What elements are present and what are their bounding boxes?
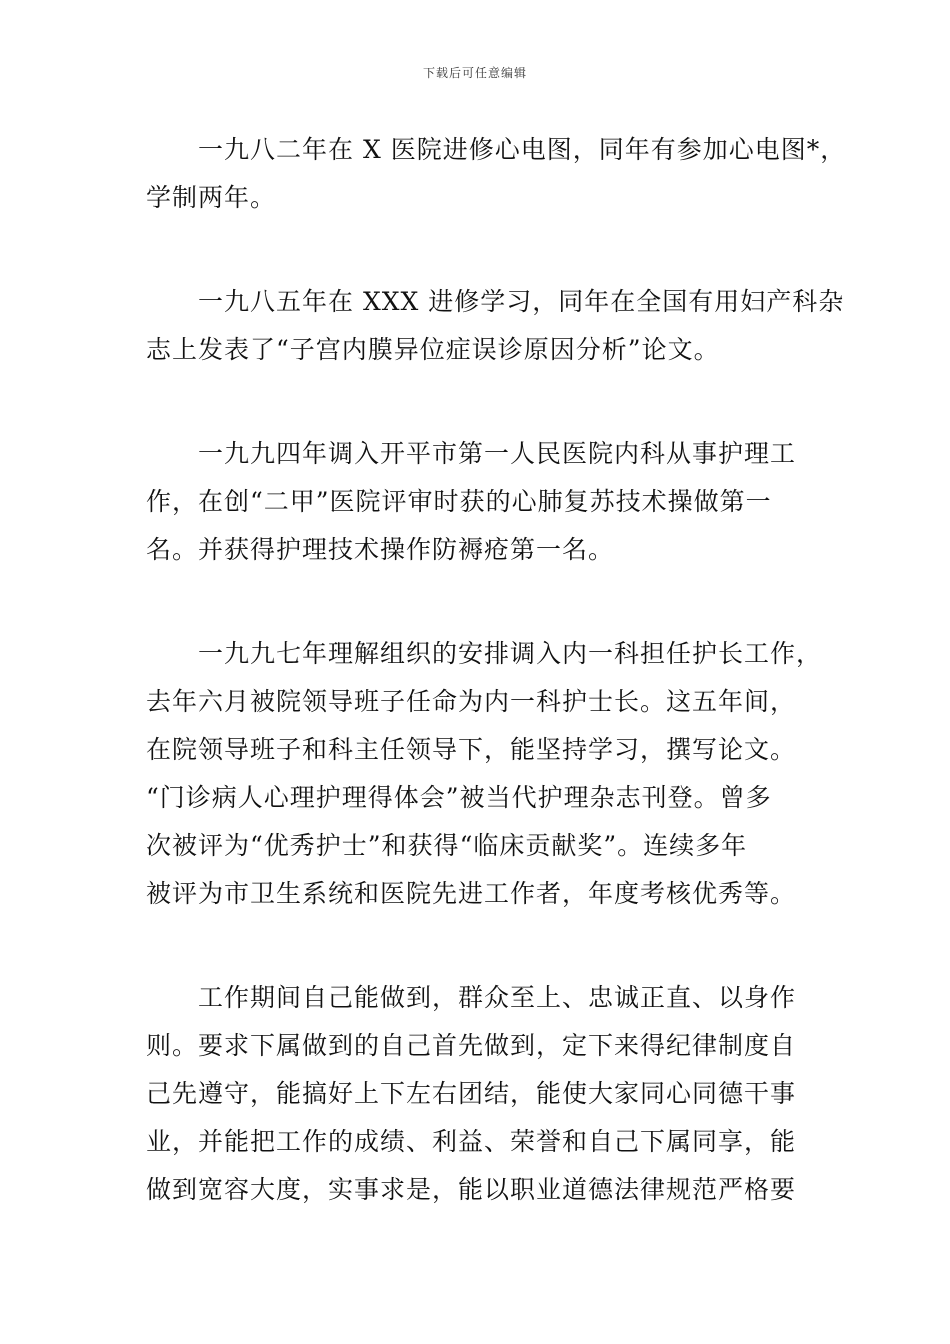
paragraph [146, 974, 816, 1214]
paragraph-line: 则。要求下属做到的自己首先做到，定下来得纪律制度自 [146, 1031, 797, 1060]
page-header: 下载后可任意编辑 [422, 66, 527, 80]
paragraph-line: 一九八二年在 X 医院进修心电图，同年有参加心电图*， [198, 135, 847, 164]
paragraph-line: 工作期间自己能做到，群众至上、忠诚正直、以身作 [198, 983, 797, 1012]
paragraph [146, 430, 816, 574]
paragraph-line: 一九九七年理解组织的安排调入内一科担任护长工作， [198, 639, 823, 668]
paragraph [146, 630, 823, 918]
paragraph-line: 业，并能把工作的成绩、利益、荣誉和自己下属同享，能 [146, 1127, 797, 1156]
paragraph-line: 在院领导班子和科主任领导下，能坚持学习，撰写论文。 [146, 735, 797, 764]
paragraph-line: “门诊病人心理护理得体会”被当代护理杂志刊登。曾多 [146, 783, 772, 812]
paragraph-line: 名。并获得护理技术操作防褥疮第一名。 [146, 535, 615, 564]
paragraph-line: 次被评为“优秀护士”和获得“临床贡献奖”。连续多年 [146, 831, 748, 860]
paragraph-line: 作，在创“二甲”医院评审时获的心肺复苏技术操做第一 [146, 487, 772, 516]
paragraph [146, 126, 847, 222]
paragraph-line: 一九九四年调入开平市第一人民医院内科从事护理工 [198, 439, 797, 468]
paragraph-line: 做到宽容大度，实事求是，能以职业道德法律规范严格要 [146, 1175, 797, 1204]
document-body [146, 126, 847, 1214]
paragraph [146, 278, 845, 374]
paragraph-line: 学制两年。 [146, 183, 277, 212]
paragraph-line: 去年六月被院领导班子任命为内一科护士长。这五年间， [146, 687, 797, 716]
paragraph-line: 被评为市卫生系统和医院先进工作者，年度考核优秀等。 [146, 879, 797, 908]
paragraph-line: 志上发表了“子宫内膜异位症误诊原因分析”论文。 [146, 335, 720, 364]
paragraph-line: 己先遵守，能搞好上下左右团结，能使大家同心同德干事 [146, 1079, 797, 1108]
paragraph-line: 一九八五年在 XXX 进修学习，同年在全国有用妇产科杂 [198, 287, 845, 316]
